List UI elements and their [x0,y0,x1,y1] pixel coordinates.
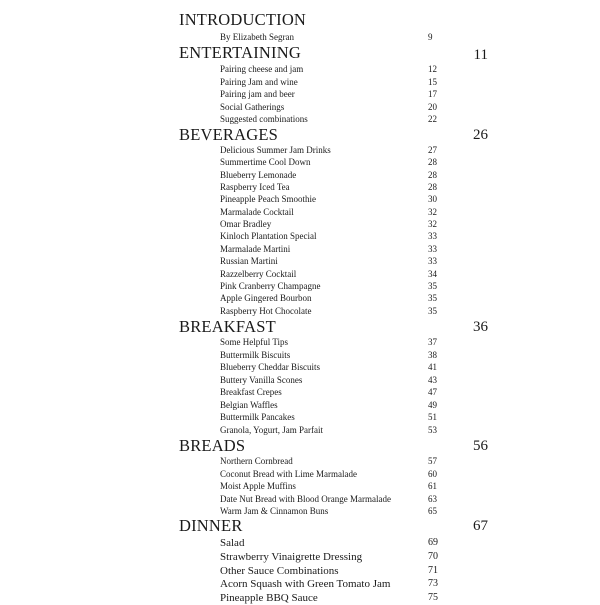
entry-title: Coconut Bread with Lime Marmalade [220,468,357,479]
entry-page-number: 73 [428,578,438,590]
section-title: ENTERTAINING [179,43,301,62]
entry-title: Granola, Yogurt, Jam Parfait [220,424,323,435]
section-title: BREAKFAST [179,317,276,336]
entry-title: Pineapple Peach Smoothie [220,194,316,205]
toc-entry [0,76,600,89]
entry-page-number: 41 [428,362,437,372]
entry-title: Northern Cornbread [220,456,293,466]
toc-entry [0,455,600,468]
entry-title: Pairing cheese and jam [220,64,304,74]
entry-title: Other Sauce Combinations [220,564,339,577]
entry-page-number: 28 [428,182,437,193]
entry-page-number: 35 [428,280,437,291]
entry-page-number: 38 [428,349,437,360]
entry-page-number: 70 [428,550,438,562]
entry-page-number: 33 [428,243,437,254]
entry-page-number: 43 [428,374,437,385]
toc-entry [0,156,600,169]
toc-entry [0,181,600,194]
entry-page-number: 32 [428,206,437,217]
toc-entry [0,399,600,412]
section-page-number: 67 [473,518,488,534]
entry-title: Pairing jam and beer [220,89,295,100]
toc-entry [0,336,600,349]
toc-entry [0,101,600,114]
toc-entry [0,349,600,362]
entry-title: Strawberry Vinaigrette Dressing [220,550,363,563]
entry-page-number: 37 [428,337,437,347]
entry-page-number: 17 [428,89,437,100]
entry-page-number: 22 [428,114,437,125]
entry-page-number: 35 [428,305,437,316]
entry-page-number: 30 [428,194,437,205]
toc-entry [0,550,600,564]
entry-title: Salad [220,537,245,549]
entry-title: Moist Apple Muffins [220,481,296,491]
entry-title: By Elizabeth Segran [220,32,294,42]
section-title: BREADS [179,436,246,455]
toc-entry [0,480,600,493]
entry-title: Suggested combinations [220,114,308,125]
entry-title: Breakfast Crepes [220,387,282,397]
entry-title: Blueberry Cheddar Biscuits [220,362,320,372]
entry-title: Apple Gingered Bourbon [220,293,312,304]
entry-title: Marmalade Cocktail [220,206,294,217]
entry-title: Delicious Summer Jam Drinks [220,145,331,155]
entry-page-number: 63 [428,493,437,504]
entry-title: Buttery Vanilla Scones [220,374,303,385]
entry-page-number: 49 [428,399,437,410]
entry-page-number: 20 [428,101,437,112]
entry-page-number: 15 [428,76,437,87]
entry-page-number: 32 [428,219,437,230]
entry-page-number: 65 [428,506,437,516]
section-heading-row [0,43,600,63]
entry-page-number: 33 [428,231,437,242]
entry-title: Pink Cranberry Champagne [220,280,321,291]
section-page-number: 36 [473,319,488,335]
entry-page-number: 9 [428,32,433,42]
section-heading-row [0,516,600,536]
entry-title: Russian Martini [220,256,278,267]
toc-entry [0,206,600,219]
entry-title: Kinloch Plantation Special [220,231,317,242]
entry-title: Omar Bradley [220,219,272,230]
entry-page-number: 51 [428,412,437,422]
toc-entry [0,144,600,157]
entry-page-number: 61 [428,481,437,491]
toc-entry [0,218,600,231]
toc-entry [0,536,600,550]
section-page-number: 56 [473,438,488,454]
toc-entry [0,268,600,281]
entry-page-number: 69 [428,537,438,548]
toc-entry [0,230,600,243]
toc-entry [0,255,600,268]
toc-entry [0,243,600,256]
entry-title: Date Nut Bread with Blood Orange Marmalade [220,493,391,504]
entry-page-number: 57 [428,456,437,466]
toc-entry [0,493,600,506]
entry-page-number: 34 [428,268,437,279]
entry-title: Buttermilk Pancakes [220,412,295,422]
entry-title: Summertime Cool Down [220,157,311,168]
toc-entry [0,63,600,76]
toc-entry [0,468,600,481]
toc-entry [0,386,600,399]
toc-entry [0,169,600,182]
section-title: DINNER [179,516,243,535]
toc-entry [0,88,600,101]
entry-title: Blueberry Lemonade [220,169,297,180]
toc-entry [0,292,600,305]
entry-title: Warm Jam & Cinnamon Buns [220,506,329,516]
toc-entry [0,577,600,591]
section-title: INTRODUCTION [179,10,307,29]
entry-page-number: 28 [428,157,437,168]
entry-title: Social Gatherings [220,101,285,112]
toc-entry [0,374,600,387]
toc-entry [0,411,600,424]
entry-title: Raspberry Hot Chocolate [220,305,312,316]
entry-title: Razzelberry Cocktail [220,268,297,279]
toc-entry [0,361,600,374]
section-page-number: 26 [473,127,488,143]
entry-page-number: 35 [428,293,437,304]
section-heading-row [0,317,600,337]
entry-page-number: 12 [428,64,437,74]
entry-page-number: 60 [428,468,437,479]
toc-entry [0,305,600,318]
section-heading-row [0,436,600,456]
toc-entry [0,564,600,578]
section-page-number: 11 [473,47,488,63]
toc-entry [0,424,600,437]
entry-page-number: 71 [428,564,438,576]
entry-title: Pairing Jam and wine [220,76,298,87]
entry-page-number: 28 [428,169,437,180]
section-heading-row [0,10,600,30]
entry-title: Acorn Squash with Green Tomato Jam [220,578,391,591]
entry-title: Pineapple BBQ Sauce [220,592,318,605]
entry-title: Belgian Waffles [220,399,278,410]
entry-page-number: 53 [428,424,437,435]
toc-entry [0,280,600,293]
toc-entry [0,193,600,206]
entry-title: Marmalade Martini [220,243,291,254]
entry-page-number: 33 [428,256,437,267]
entry-title: Buttermilk Biscuits [220,349,291,360]
entry-page-number: 27 [428,145,437,155]
toc-entry [0,591,600,605]
section-title: BEVERAGES [179,125,278,144]
entry-title: Some Helpful Tips [220,337,289,347]
entry-title: Raspberry Iced Tea [220,182,290,193]
entry-page-number: 75 [428,592,438,604]
entry-page-number: 47 [428,387,437,397]
section-heading-row [0,125,600,145]
